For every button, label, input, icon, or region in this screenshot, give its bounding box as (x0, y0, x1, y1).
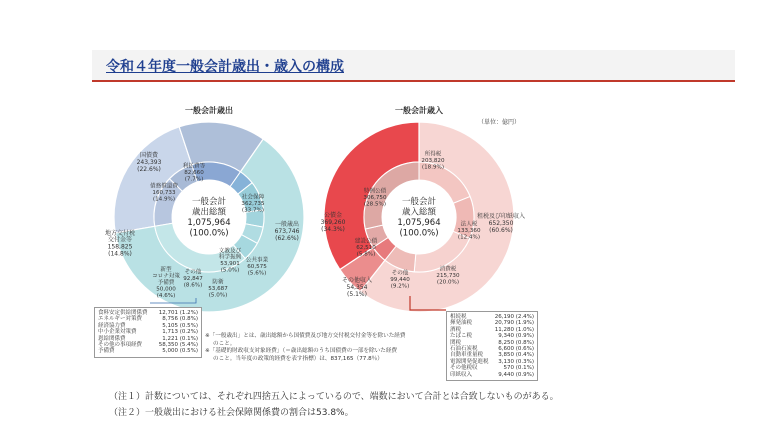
breakdown-value: 5,000 (0.5%) (162, 348, 198, 355)
expenditure-chart-title: 一般会計歳出 (185, 106, 233, 115)
expenditure-breakdown-box (94, 307, 202, 358)
breakdown-value: 58,350 (5.4%) (158, 342, 198, 349)
expenditure-outer-label: 一般歳出 673,746 (62.6%) (274, 221, 300, 242)
expenditure-inner-label: 利払費等 82,660 (7.7%) (182, 163, 206, 183)
breakdown-value: 9,340 (0.9%) (498, 333, 534, 340)
expenditure-inner-label: 防衛 53,687 (5.0%) (208, 279, 228, 299)
breakdown-value: 1,221 (0.1%) (162, 335, 198, 342)
breakdown-value: 5,105 (0.5%) (162, 322, 198, 329)
breakdown-label: 中小企業対策費 (98, 329, 137, 336)
breakdown-label: 揮発油税 (450, 320, 473, 327)
breakdown-label: 予備費 (98, 348, 115, 355)
breakdown-label: 石油石炭税 (450, 346, 478, 353)
revenue-breakdown-box (446, 311, 538, 381)
breakdown-value: 8,250 (0.8%) (498, 339, 534, 346)
footnote-line: のこと。当年度の政策的経費を表す指標）は、837,165（77.8％） (213, 355, 383, 362)
footnotes (205, 333, 440, 363)
breakdown-value: 6,600 (0.6%) (498, 346, 534, 353)
revenue-chart-title: 一般会計歳入 (395, 106, 443, 115)
breakdown-label: その他税収 (450, 365, 478, 372)
breakdown-row (98, 348, 198, 354)
breakdown-value: 12,701 (1.2%) (158, 310, 198, 316)
revenue-outer-label: 公債金 369,260 (34.3%) (320, 212, 346, 233)
breakdown-label: 恩給関係費 (98, 335, 126, 342)
breakdown-row (450, 372, 534, 378)
breakdown-value: 20,790 (1.9%) (494, 320, 534, 327)
breakdown-label: その他の事項経費 (98, 342, 143, 349)
revenue-outer-label: その他収入 54,354 (5.1%) (341, 277, 373, 298)
note-2: （注２）一般歳出における社会保障関係費の割合は53.8%。 (109, 408, 354, 418)
breakdown-value: 8,756 (0.8%) (162, 316, 198, 323)
unit-label: （単位：億円） (477, 119, 520, 126)
expenditure-inner-label: 公共事業 60,575 (5.6%) (245, 257, 269, 277)
revenue-inner-label: 消費税 215,730 (20.0%) (436, 266, 460, 286)
footnote-line: ※「基礎的財政収支対象経費」（＝歳出総額のうち国債費の一部を除いた経費 (205, 348, 398, 354)
footnote-line: ※「一般歳出」とは、歳出総額から国債費及び地方交付税交付金等を除いた経費 (205, 333, 406, 339)
breakdown-label: 経済協力費 (98, 322, 126, 329)
revenue-inner-label: 建設公債 62,510 (5.8%) (354, 238, 378, 258)
expenditure-outer-label: 国債費 243,393 (22.6%) (136, 152, 162, 173)
breakdown-value: 570 (0.1%) (503, 365, 534, 372)
revenue-outer-label: 租税及び印紙収入 652,350 (60.6%) (476, 213, 526, 234)
breakdown-label: 電源開発促進税 (450, 358, 489, 365)
breakdown-value: 11,280 (1.0%) (494, 326, 534, 333)
note-1: （注１）計数については、それぞれ四捨五入によっているので、端数において合計とは合致しないものがある。 (109, 392, 559, 402)
breakdown-value: 1,713 (0.2%) (162, 329, 198, 336)
breakdown-value: 9,440 (0.9%) (498, 371, 534, 378)
footnote-line: のこと。 (213, 340, 236, 347)
breakdown-label: たばこ税 (450, 333, 473, 340)
revenue-inner-label: 所得税 203,820 (18.9%) (421, 151, 445, 171)
revenue-center-label: 一般会計歳入総額 1,075,964 (100.0%) (397, 197, 441, 239)
revenue-inner-label: 特例公債 306,750 (28.5%) (363, 188, 387, 208)
breakdown-label: エネルギー対策費 (98, 316, 143, 323)
expenditure-inner-label: 新型コロナ対策予備費 50,000 (4.6%) (152, 267, 180, 299)
expenditure-outer-label: 地方交付税交付金等 158,825 (14.8%) (104, 229, 136, 258)
breakdown-value: 26,190 (2.4%) (494, 314, 534, 320)
breakdown-label: 酒税 (450, 326, 462, 333)
breakdown-label: 相続税 (450, 314, 467, 320)
breakdown-value: 3,130 (0.3%) (498, 358, 534, 365)
breakdown-value: 3,850 (0.4%) (498, 352, 534, 359)
expenditure-inner-label: 債務償還費 160,733 (14.9%) (150, 183, 178, 203)
breakdown-label: 食料安定供給関係費 (98, 310, 148, 316)
expenditure-inner-label: 社会保障 362,735 (33.7%) (241, 194, 265, 214)
expenditure-center-label: 一般会計歳出総額 1,075,964 (100.0%) (187, 197, 231, 239)
breakdown-label: 関税 (450, 339, 462, 346)
page-title: 令和４年度一般会計歳出・歳入の構成 (106, 59, 344, 75)
breakdown-label: 印紙収入 (450, 371, 473, 378)
breakdown-label: 自動車重量税 (450, 352, 484, 359)
revenue-inner-label: 法人税 133,360 (12.4%) (457, 221, 481, 241)
expenditure-inner-label: 文教及び科学振興 53,901 (5.0%) (218, 248, 242, 274)
expenditure-inner-label: その他 92,847 (8.6%) (183, 269, 203, 289)
revenue-inner-label: その他 99,440 (9.2%) (390, 270, 410, 290)
